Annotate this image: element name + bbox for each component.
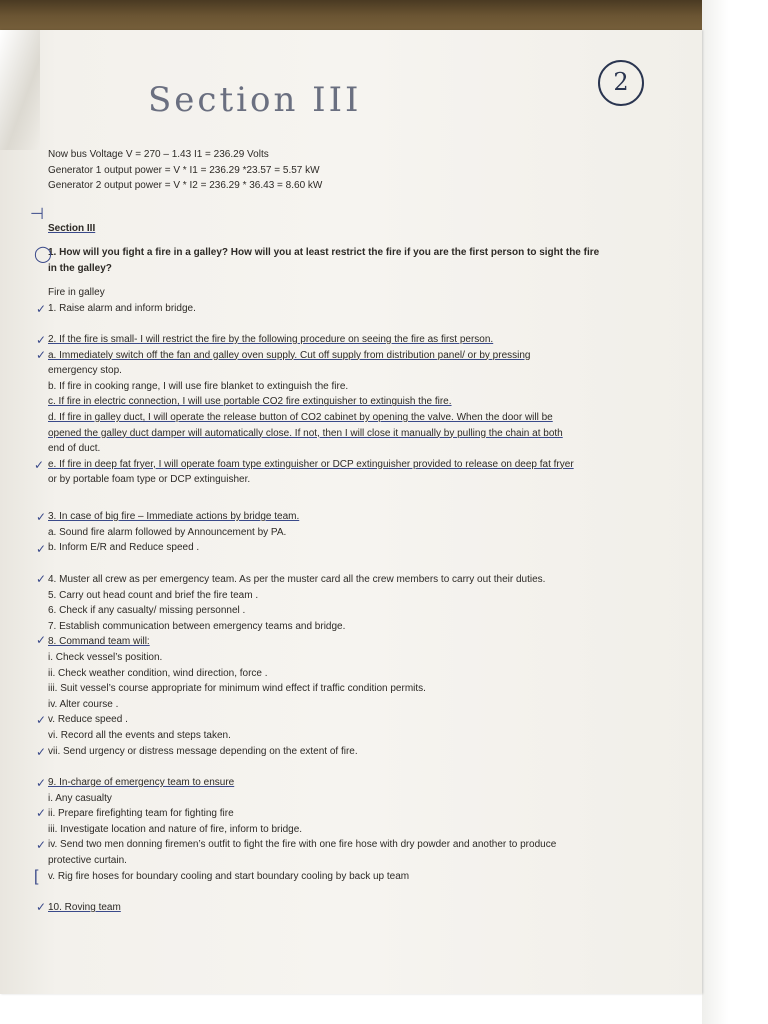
small-fire-item: opened the galley duct damper will automatically close. If not, then I will close it manually by pulling the chain at both — [48, 427, 563, 439]
question-text — [48, 245, 628, 276]
small-fire-item: b. If fire in cooking range, I will use fire blanket to extinguish the fire. — [48, 380, 349, 392]
check-mark-icon: ✓ — [36, 745, 47, 759]
muster-item: vi. Record all the events and steps taken. — [48, 729, 231, 741]
small-fire-item: e. If fire in deep fat fryer, I will operate foam type extinguisher or DCP extinguisher provided to release on deep fat fryer — [48, 458, 574, 470]
emergency-team-item: iv. Send two men donning firemen’s outfit to fight the fire with one fire hose with dry powder and another to produce — [48, 839, 557, 851]
check-mark-icon: ✓ — [36, 333, 47, 347]
check-mark-icon: ✓ — [36, 302, 47, 316]
muster-item: 6. Check if any casualty/ missing personnel . — [48, 605, 246, 617]
check-mark-icon: ✓ — [36, 572, 47, 586]
muster-item: 4. Muster all crew as per emergency team. As per the muster card all the crew members to carry out their duties. — [48, 574, 546, 585]
circled-number-mark: ◯ — [34, 246, 52, 263]
calc-line: Generator 2 output power = V * I2 = 236.29 * 36.43 = 8.60 kW — [48, 180, 323, 192]
check-mark-icon: ✓ — [34, 458, 45, 472]
small-fire-item: a. Immediately switch off the fan and galley oven supply. Cut off supply from distribution panel/ or by pressing — [48, 349, 531, 361]
section-heading: Section III — [48, 223, 96, 234]
roving-team-heading: 10. Roving team — [48, 902, 121, 913]
muster-item: ii. Check weather condition, wind direction, force . — [48, 667, 268, 679]
check-mark-icon: ✓ — [36, 713, 47, 727]
muster-item: 8. Command team will: — [48, 636, 150, 648]
muster-item: vii. Send urgency or distress message depending on the extent of fire. — [48, 745, 358, 757]
small-fire-item: or by portable foam type or DCP extinguisher. — [48, 474, 251, 486]
check-mark-icon: ✓ — [36, 806, 47, 820]
check-mark-icon: ✓ — [36, 510, 47, 524]
calc-line: Generator 1 output power = V * I1 = 236.29 *23.57 = 5.57 kW — [48, 164, 320, 176]
margin-bracket-mark: [ — [34, 868, 39, 885]
small-fire-item: d. If fire in galley duct, I will operate the release button of CO2 cabinet by opening the valve. When the door will be — [48, 411, 553, 423]
check-mark-icon: ✓ — [36, 838, 47, 852]
muster-item: i. Check vessel’s position. — [48, 651, 163, 663]
muster-item: 5. Carry out head count and brief the fire team . — [48, 589, 259, 601]
small-fire-item: end of duct. — [48, 443, 101, 455]
small-fire-item: c. If fire in electric connection, I will use portable CO2 fire extinguisher to extinguish the fire. — [48, 396, 452, 408]
question-line: 1. How will you fight a fire in a galley? How will you at least restrict the fire if you are the first person to sight the fire — [48, 247, 600, 258]
emergency-team-item: 9. In-charge of emergency team to ensure — [48, 777, 235, 788]
big-fire-item: a. Sound fire alarm followed by Announcement by PA. — [48, 526, 287, 538]
emergency-team-block — [48, 775, 628, 884]
galley-heading: Fire in galley — [48, 287, 105, 298]
small-fire-block — [48, 332, 628, 488]
emergency-team-item: i. Any casualty — [48, 792, 112, 804]
check-mark-icon: ✓ — [36, 900, 47, 914]
big-fire-item: b. Inform E/R and Reduce speed . — [48, 542, 200, 554]
check-mark-icon: ✓ — [36, 776, 47, 790]
paper-curl-shadow — [0, 30, 40, 150]
check-mark-icon: ✓ — [36, 348, 47, 362]
calc-line: Now bus Voltage V = 270 – 1.43 I1 = 236.29 Volts — [48, 149, 269, 160]
small-fire-item: emergency stop. — [48, 365, 122, 377]
muster-item: v. Reduce speed . — [48, 714, 128, 726]
muster-block — [48, 572, 628, 759]
emergency-team-item: protective curtain. — [48, 854, 127, 866]
handwritten-section-title: Section III — [148, 80, 362, 120]
muster-item: iv. Alter course . — [48, 698, 119, 710]
emergency-team-item: ii. Prepare firefighting team for fighting fire — [48, 808, 234, 820]
table-surface-right — [702, 0, 768, 1024]
muster-item: 7. Establish communication between emergency teams and bridge. — [48, 620, 346, 632]
question-line: in the galley? — [48, 262, 112, 274]
page-number-circled: 2 — [598, 60, 644, 106]
emergency-team-item: iii. Investigate location and nature of fire, inform to bridge. — [48, 823, 303, 835]
calculation-block — [48, 147, 628, 194]
galley-block — [48, 285, 628, 316]
margin-bracket-mark: ⊣ — [30, 206, 44, 223]
check-mark-icon: ✓ — [36, 542, 47, 556]
galley-item: 1. Raise alarm and inform bridge. — [48, 302, 196, 314]
emergency-team-item: v. Rig fire hoses for boundary cooling and start boundary cooling by back up team — [48, 870, 410, 882]
big-fire-item: 3. In case of big fire – Immediate actions by bridge team. — [48, 511, 300, 522]
muster-item: iii. Suit vessel’s course appropriate for minimum wind effect if traffic condition permits. — [48, 683, 426, 695]
check-mark-icon: ✓ — [36, 633, 47, 647]
small-fire-item: 2. If the fire is small- I will restrict the fire by the following procedure on seeing the fire as first person. — [48, 334, 494, 345]
big-fire-block — [48, 509, 628, 556]
